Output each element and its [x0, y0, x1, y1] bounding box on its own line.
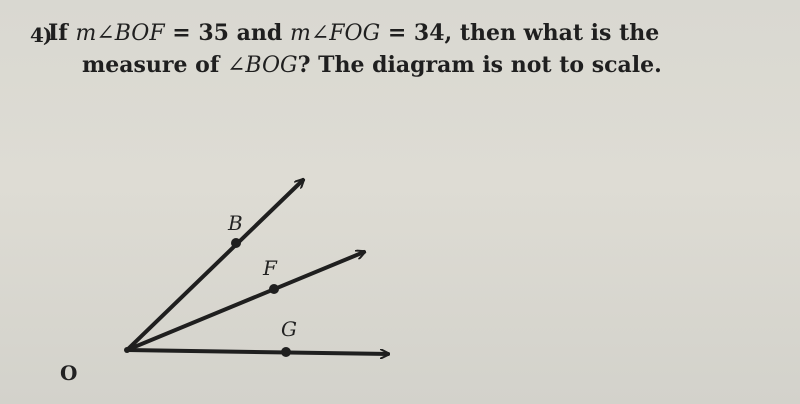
point-g-dot [281, 347, 291, 357]
ray-og [127, 350, 388, 354]
and-word: and [236, 20, 283, 46]
value-35: = 35 [172, 20, 229, 46]
angle-bof-measure: m∠BOF [75, 21, 165, 46]
measure-of-text: measure of [82, 52, 220, 78]
label-o: O [60, 361, 78, 385]
question-tail: , then what is the [444, 20, 660, 46]
point-b-dot [231, 238, 241, 248]
if-word: If [48, 20, 68, 46]
label-f: F [263, 256, 277, 280]
ray-of [127, 252, 364, 350]
point-f-dot [269, 284, 279, 294]
question-number: 4) [30, 23, 52, 47]
not-to-scale-note: ? The diagram is not to scale. [297, 52, 662, 78]
vertex-o-dot [124, 347, 130, 353]
label-g: G [281, 317, 297, 341]
label-b: B [228, 211, 243, 235]
angle-fog-measure: m∠FOG [289, 21, 381, 46]
angle-bog: ∠BOG [226, 53, 298, 78]
value-34: = 34 [387, 20, 445, 46]
